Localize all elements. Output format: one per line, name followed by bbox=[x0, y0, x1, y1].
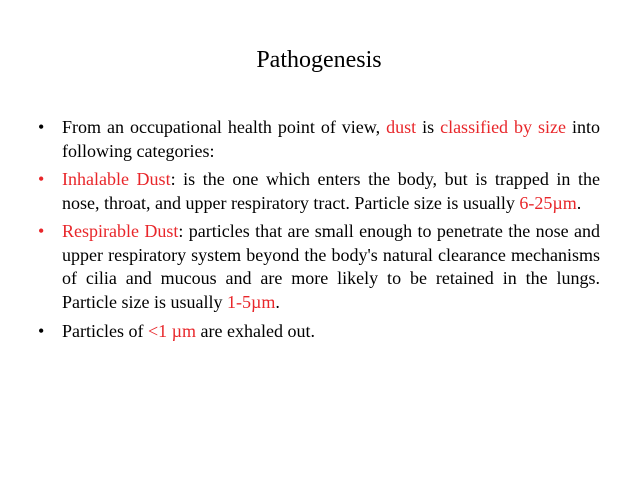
bullet-marker: • bbox=[38, 117, 45, 137]
bullet-marker: • bbox=[38, 221, 45, 241]
particle-size-inhalable: 6-25µm bbox=[519, 192, 577, 213]
bullet-text: . bbox=[275, 291, 280, 312]
slide-title: Pathogenesis bbox=[256, 47, 382, 73]
bullet-text: is bbox=[416, 117, 441, 137]
term-inhalable-dust: Inhalable Dust bbox=[62, 169, 171, 189]
bullet-text: : is the one which enters the body, but is trapped in the nose, throat, and upper respiratory tract. Particle size is usually bbox=[62, 169, 601, 213]
particle-size-respirable: 1-5µm bbox=[226, 291, 276, 312]
bullet-item-exhaled-particles bbox=[38, 320, 600, 344]
bullet-text: Particles of bbox=[62, 321, 148, 341]
bullet-item-dust-classification bbox=[38, 116, 600, 163]
highlight-dust: dust bbox=[386, 117, 417, 137]
bullet-text: . bbox=[576, 192, 582, 213]
bullet-item-inhalable-dust bbox=[38, 168, 600, 215]
particle-size-exhaled: <1 µm bbox=[147, 321, 197, 341]
bullet-text: From an occupational health point of view, bbox=[62, 117, 387, 137]
bullet-item-respirable-dust bbox=[38, 220, 600, 314]
bullet-text: : particles that are small enough to penetrate the nose and upper respiratory system beyond the body's natural clearance mechanisms of cilia and mucous and are more likely to be retained in the lungs. Particle size is usually bbox=[62, 221, 600, 312]
bullet-list bbox=[38, 116, 600, 349]
bullet-marker: • bbox=[38, 321, 45, 341]
bullet-text: are exhaled out. bbox=[196, 321, 315, 341]
term-respirable-dust: Respirable Dust bbox=[62, 221, 179, 241]
highlight-classified-by-size: classified by size bbox=[440, 117, 566, 137]
bullet-text: into following categories: bbox=[62, 117, 600, 161]
bullet-marker: • bbox=[38, 169, 45, 189]
